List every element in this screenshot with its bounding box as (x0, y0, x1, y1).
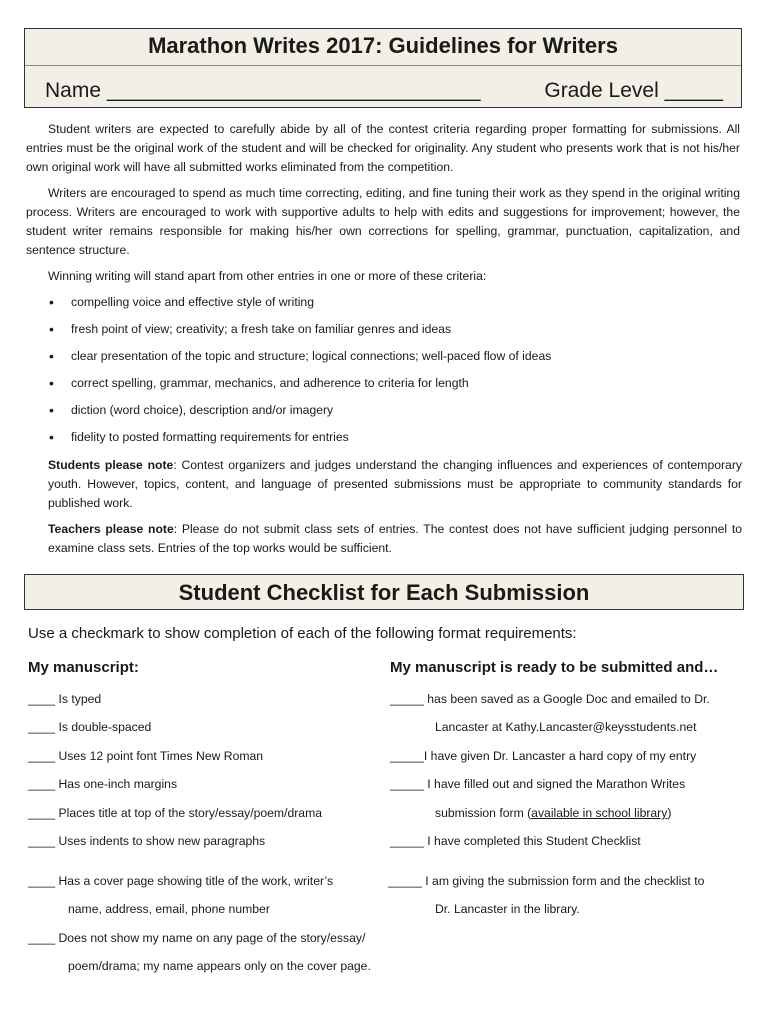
criteria-text: compelling voice and effective style of writing (71, 295, 314, 309)
grade-level-field[interactable]: Grade Level _____ (544, 79, 723, 102)
bullet-icon: • (49, 294, 54, 310)
checklist-item-giving-form[interactable]: _____ I am giving the submission form and the checklist to (388, 874, 705, 888)
students-note-text: : Contest organizers and judges understand the changing influences and experiences of contemporary youth. However, topics, content, and language of presented submissions must be appropriate to community standards for published work. (48, 458, 742, 510)
school-library-link[interactable]: available in school library (531, 806, 668, 820)
list-item (46, 317, 726, 344)
form-text-close: ) (667, 806, 672, 820)
checklist-item-indents[interactable]: ____ Uses indents to show new paragraphs (28, 834, 266, 848)
checklist-item-cover-page[interactable]: ____ Has a cover page showing title of the work, writer’s (28, 874, 334, 888)
criteria-text: clear presentation of the topic and structure; logical connections; well-paced flow of ideas (71, 349, 552, 363)
bullet-icon: • (49, 348, 54, 364)
checklist-item-cover-page-cont: name, address, email, phone number (68, 902, 270, 916)
criteria-text: diction (word choice), description and/or imagery (71, 403, 334, 417)
list-item (46, 398, 726, 425)
checklist-item-google-doc[interactable]: _____ has been saved as a Google Doc and emailed to Dr. (390, 692, 710, 706)
teachers-note (48, 520, 742, 558)
checklist-item-submission-form[interactable]: _____ I have filled out and signed the Marathon Writes (390, 777, 686, 791)
criteria-text: correct spelling, grammar, mechanics, and adherence to criteria for length (71, 376, 469, 390)
teachers-note-label: Teachers please note (48, 522, 174, 536)
checklist-item-no-name[interactable]: ____ Does not show my name on any page of the story/essay/ (28, 931, 366, 945)
right-column-heading: My manuscript is ready to be submitted and… (390, 659, 719, 676)
bullet-icon: • (49, 321, 54, 337)
list-item (46, 425, 726, 452)
bullet-icon: • (49, 375, 54, 391)
checklist-item-hard-copy[interactable]: _____I have given Dr. Lancaster a hard copy of my entry (390, 749, 697, 763)
criteria-list (46, 290, 726, 452)
checklist-title: Student Checklist for Each Submission (178, 580, 590, 605)
page-title: Marathon Writes 2017: Guidelines for Writers (148, 33, 618, 58)
students-note (48, 456, 742, 513)
criteria-text: fresh point of view; creativity; a fresh take on familiar genres and ideas (71, 322, 452, 336)
intro-paragraph-1: Student writers are expected to carefully abide by all of the contest criteria regarding proper formatting for submissions. All entries must be the original work of the student and will be checked for originality. Any student who presents work that is not his/her own original work will have all submitted works eliminated from the competition. (26, 122, 740, 174)
criteria-text: fidelity to posted formatting requirements for entries (71, 430, 349, 444)
checklist-item-margins[interactable]: ____ Has one-inch margins (28, 777, 178, 791)
list-item (46, 371, 726, 398)
checklist-item-giving-form-cont: Dr. Lancaster in the library. (435, 902, 580, 916)
checklist-item-completed-checklist[interactable]: _____ I have completed this Student Checklist (390, 834, 641, 848)
teachers-note-text: : Please do not submit class sets of entries. The contest does not have sufficient judging personnel to examine class sets. Entries of the top works would be sufficient. (48, 522, 743, 555)
list-item (46, 290, 726, 317)
checklist-item-double-spaced[interactable]: ____ Is double-spaced (28, 720, 152, 734)
list-item (46, 344, 726, 371)
form-text: submission form ( (435, 806, 532, 820)
bullet-icon: • (49, 429, 54, 445)
header-divider (25, 65, 741, 66)
name-field[interactable]: Name ________________________________ (45, 79, 481, 102)
checklist-item-typed[interactable]: ____ Is typed (28, 692, 102, 706)
bullet-icon: • (49, 402, 54, 418)
students-note-label: Students please note (48, 458, 174, 472)
checklist-header-box (24, 574, 744, 610)
checklist-item-font[interactable]: ____ Uses 12 point font Times New Roman (28, 749, 264, 763)
left-column-heading: My manuscript: (28, 659, 139, 676)
checklist-item-submission-form-cont (435, 806, 671, 820)
checklist-item-no-name-cont: poem/drama; my name appears only on the cover page. (68, 959, 371, 973)
header-box (24, 28, 742, 108)
checklist-instruction: Use a checkmark to show completion of each of the following format requirements: (28, 625, 577, 642)
checklist-item-google-doc-cont: Lancaster at Kathy.Lancaster@keysstudents.net (435, 720, 697, 734)
intro-paragraph-3: Winning writing will stand apart from other entries in one or more of these criteria: (48, 269, 487, 283)
intro-paragraph-2: Writers are encouraged to spend as much time correcting, editing, and fine tuning their work as they spend in the original writing process. Writers are encouraged to work with supportive adults to help with edits and suggestions for improvement; however, the student writer remains responsible for making his/her own corrections for spelling, grammar, punctuation, capitalization, and sentence structure. (26, 186, 740, 257)
checklist-item-title[interactable]: ____ Places title at top of the story/essay/poem/drama (28, 806, 323, 820)
